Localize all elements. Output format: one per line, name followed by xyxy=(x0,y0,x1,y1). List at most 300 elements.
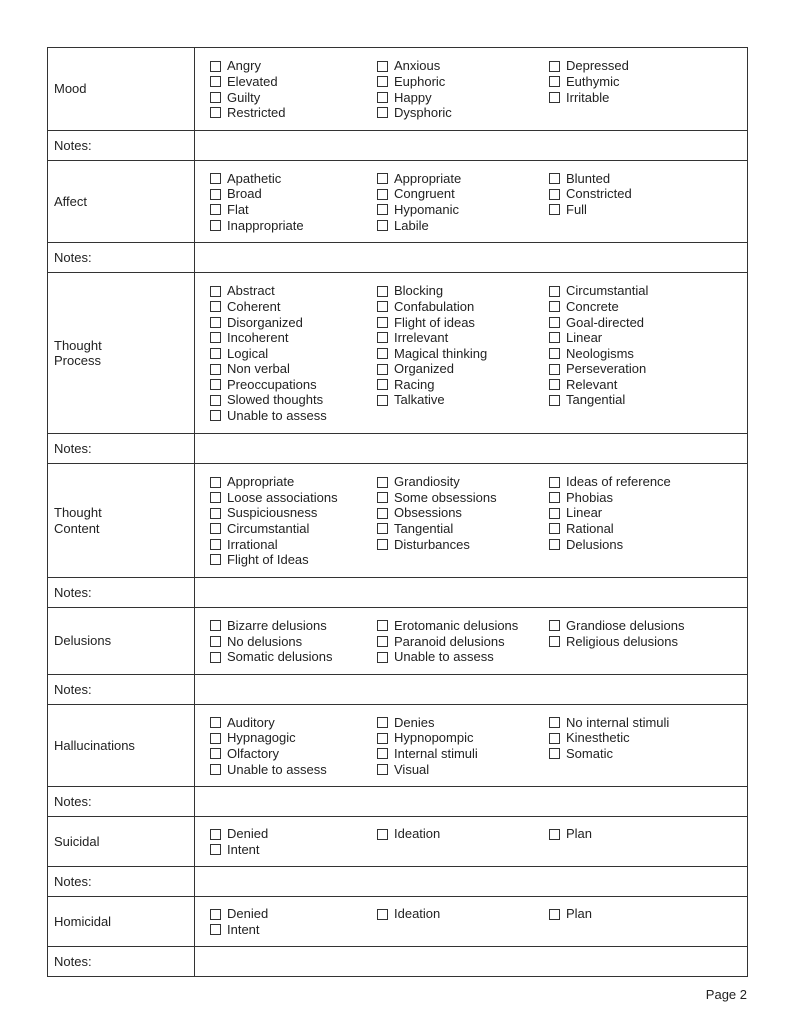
checkbox-label: Preoccupations xyxy=(227,376,317,392)
checkbox-icon[interactable] xyxy=(549,477,560,488)
options-columns xyxy=(195,51,747,126)
checkbox-icon[interactable] xyxy=(210,61,221,72)
checkbox-option-phobias[interactable] xyxy=(549,490,671,506)
options-columns xyxy=(195,164,747,239)
section-label: Thought Content xyxy=(48,464,195,578)
checkbox-option-flight-of-ideas[interactable] xyxy=(210,552,377,568)
checkbox-label: Plan xyxy=(566,826,593,842)
section-row-delusions xyxy=(48,608,748,675)
checkbox-icon[interactable] xyxy=(549,523,560,534)
checkbox-icon[interactable] xyxy=(377,332,388,343)
checkbox-option-hypnagogic[interactable] xyxy=(210,730,377,746)
checkbox-label: Happy xyxy=(394,89,432,105)
checkbox-icon[interactable] xyxy=(210,477,221,488)
checkbox-label: Irrational xyxy=(227,536,278,552)
checkbox-icon[interactable] xyxy=(210,76,221,87)
notes-row xyxy=(48,787,748,817)
checkbox-icon[interactable] xyxy=(377,189,388,200)
checkbox-option-erotomanic-delusions[interactable] xyxy=(377,618,549,634)
checkbox-icon[interactable] xyxy=(210,301,221,312)
checkbox-label: Disturbances xyxy=(394,536,470,552)
checkbox-icon[interactable] xyxy=(377,92,388,103)
section-label: Thought Process xyxy=(48,273,195,434)
checkbox-option-apathetic[interactable] xyxy=(210,171,377,187)
checkbox-icon[interactable] xyxy=(210,92,221,103)
options-column xyxy=(210,618,377,665)
options-cell xyxy=(195,48,748,131)
checkbox-option-linear[interactable] xyxy=(549,505,671,521)
checkbox-label: Blunted xyxy=(566,170,611,186)
options-column xyxy=(210,171,377,233)
options-column xyxy=(377,58,549,120)
checkbox-icon[interactable] xyxy=(377,395,388,406)
checkbox-option-flat[interactable] xyxy=(210,202,377,218)
checkbox-icon[interactable] xyxy=(377,764,388,775)
checkbox-label: Erotomanic delusions xyxy=(394,618,519,634)
checkbox-label: Ideation xyxy=(394,906,441,922)
checkbox-option-olfactory[interactable] xyxy=(210,746,377,762)
checkbox-label: Perseveration xyxy=(566,361,647,377)
checkbox-option-appropriate[interactable] xyxy=(210,474,377,490)
checkbox-option-denies[interactable] xyxy=(377,715,549,731)
checkbox-option-euphoric[interactable] xyxy=(377,74,549,90)
checkbox-icon[interactable] xyxy=(210,508,221,519)
checkbox-option-denied[interactable] xyxy=(210,826,377,842)
options-columns xyxy=(195,611,747,671)
checkbox-icon[interactable] xyxy=(549,173,560,184)
checkbox-icon[interactable] xyxy=(377,220,388,231)
checkbox-icon[interactable] xyxy=(210,379,221,390)
checkbox-option-angry[interactable] xyxy=(210,58,377,74)
checkbox-option-confabulation[interactable] xyxy=(377,299,549,315)
checkbox-option-hypomanic[interactable] xyxy=(377,202,549,218)
checkbox-label: Flight of ideas xyxy=(394,314,475,330)
checkbox-icon[interactable] xyxy=(549,332,560,343)
checkbox-icon[interactable] xyxy=(377,348,388,359)
options-columns xyxy=(195,467,747,574)
checkbox-icon[interactable] xyxy=(377,492,388,503)
checkbox-label: Talkative xyxy=(394,392,445,408)
checkbox-label: Congruent xyxy=(394,186,455,202)
checkbox-label: Denied xyxy=(227,826,269,842)
checkbox-label: Inappropriate xyxy=(227,217,304,233)
checkbox-icon[interactable] xyxy=(210,764,221,775)
section-label: Suicidal xyxy=(48,817,195,867)
checkbox-icon[interactable] xyxy=(549,748,560,759)
checkbox-icon[interactable] xyxy=(377,61,388,72)
checkbox-option-restricted[interactable] xyxy=(210,105,377,121)
checkbox-option-disturbances[interactable] xyxy=(377,537,549,553)
checkbox-label: Unable to assess xyxy=(227,408,327,424)
checkbox-icon[interactable] xyxy=(377,748,388,759)
checkbox-option-relevant[interactable] xyxy=(549,377,648,393)
notes-field[interactable] xyxy=(195,675,748,705)
checkbox-icon[interactable] xyxy=(549,348,560,359)
checkbox-icon[interactable] xyxy=(549,317,560,328)
checkbox-icon[interactable] xyxy=(549,909,560,920)
checkbox-icon[interactable] xyxy=(549,717,560,728)
checkbox-icon[interactable] xyxy=(549,539,560,550)
checkbox-option-unable-to-assess[interactable] xyxy=(210,762,377,778)
checkbox-label: Hypnopompic xyxy=(394,730,474,746)
checkbox-label: Auditory xyxy=(227,714,275,730)
checkbox-icon[interactable] xyxy=(210,189,221,200)
notes-field[interactable] xyxy=(195,131,748,161)
checkbox-option-somatic-delusions[interactable] xyxy=(210,649,377,665)
checkbox-icon[interactable] xyxy=(210,332,221,343)
checkbox-label: Somatic delusions xyxy=(227,649,333,665)
options-columns xyxy=(195,899,747,943)
checkbox-icon[interactable] xyxy=(377,909,388,920)
checkbox-icon[interactable] xyxy=(549,92,560,103)
checkbox-icon[interactable] xyxy=(549,508,560,519)
options-column xyxy=(210,906,377,937)
checkbox-option-kinesthetic[interactable] xyxy=(549,730,669,746)
checkbox-icon[interactable] xyxy=(210,410,221,421)
checkbox-icon[interactable] xyxy=(210,220,221,231)
checkbox-label: Broad xyxy=(227,186,262,202)
checkbox-label: Dysphoric xyxy=(394,105,452,121)
checkbox-icon[interactable] xyxy=(377,477,388,488)
options-columns xyxy=(195,276,747,429)
checkbox-label: Ideas of reference xyxy=(566,474,671,490)
checkbox-icon[interactable] xyxy=(210,652,221,663)
checkbox-icon[interactable] xyxy=(377,523,388,534)
checkbox-option-unable-to-assess[interactable] xyxy=(210,408,377,424)
checkbox-icon[interactable] xyxy=(210,829,221,840)
checkbox-option-internal-stimuli[interactable] xyxy=(377,746,549,762)
checkbox-option-loose-associations[interactable] xyxy=(210,490,377,506)
checkbox-option-dysphoric[interactable] xyxy=(377,105,549,121)
checkbox-label: Non verbal xyxy=(227,361,290,377)
checkbox-option-disorganized[interactable] xyxy=(210,315,377,331)
notes-label: Notes: xyxy=(48,243,195,273)
options-cell xyxy=(195,817,748,867)
checkbox-option-anxious[interactable] xyxy=(377,58,549,74)
checkbox-label: Depressed xyxy=(566,58,629,74)
checkbox-icon[interactable] xyxy=(549,636,560,647)
checkbox-icon[interactable] xyxy=(210,924,221,935)
checkbox-icon[interactable] xyxy=(549,301,560,312)
checkbox-label: Intent xyxy=(227,842,260,857)
options-column xyxy=(210,474,377,568)
checkbox-option-somatic[interactable] xyxy=(549,746,669,762)
checkbox-option-racing[interactable] xyxy=(377,377,549,393)
checkbox-label: Guilty xyxy=(227,89,261,105)
options-column xyxy=(377,618,549,665)
checkbox-icon[interactable] xyxy=(377,652,388,663)
checkbox-icon[interactable] xyxy=(210,733,221,744)
checkbox-label: Unable to assess xyxy=(227,761,327,777)
notes-label: Notes: xyxy=(48,434,195,464)
checkbox-icon[interactable] xyxy=(377,286,388,297)
checkbox-option-full[interactable] xyxy=(549,202,632,218)
options-column xyxy=(210,826,377,857)
checkbox-label: Appropriate xyxy=(227,474,295,490)
checkbox-icon[interactable] xyxy=(549,204,560,215)
checkbox-option-intent[interactable] xyxy=(210,922,377,938)
checkbox-icon[interactable] xyxy=(549,492,560,503)
notes-row xyxy=(48,578,748,608)
checkbox-option-perseveration[interactable] xyxy=(549,361,648,377)
checkbox-icon[interactable] xyxy=(377,508,388,519)
checkbox-icon[interactable] xyxy=(210,636,221,647)
checkbox-option-inappropriate[interactable] xyxy=(210,218,377,234)
notes-field[interactable] xyxy=(195,947,748,977)
checkbox-icon[interactable] xyxy=(377,364,388,375)
notes-row xyxy=(48,947,748,977)
checkbox-option-visual[interactable] xyxy=(377,762,549,778)
checkbox-option-depressed[interactable] xyxy=(549,58,629,74)
checkbox-label: Hypnagogic xyxy=(227,730,296,746)
checkbox-option-irrelevant[interactable] xyxy=(377,330,549,346)
checkbox-icon[interactable] xyxy=(377,539,388,550)
notes-label: Notes: xyxy=(48,867,195,897)
checkbox-label: Relevant xyxy=(566,376,618,392)
checkbox-option-no-internal-stimuli[interactable] xyxy=(549,715,669,731)
notes-row xyxy=(48,243,748,273)
checkbox-label: Euthymic xyxy=(566,73,620,89)
checkbox-option-grandiose-delusions[interactable] xyxy=(549,618,685,634)
checkbox-icon[interactable] xyxy=(210,348,221,359)
options-column xyxy=(377,826,549,857)
checkbox-icon[interactable] xyxy=(377,829,388,840)
checkbox-icon[interactable] xyxy=(210,395,221,406)
options-columns xyxy=(195,819,747,863)
checkbox-label: Olfactory xyxy=(227,746,280,761)
checkbox-option-congruent[interactable] xyxy=(377,186,549,202)
section-row-thought-content xyxy=(48,464,748,578)
checkbox-option-euthymic[interactable] xyxy=(549,74,629,90)
checkbox-option-preoccupations[interactable] xyxy=(210,377,377,393)
options-column xyxy=(377,171,549,233)
checkbox-option-paranoid-delusions[interactable] xyxy=(377,634,549,650)
checkbox-icon[interactable] xyxy=(377,733,388,744)
checkbox-icon[interactable] xyxy=(210,364,221,375)
section-label: Homicidal xyxy=(48,897,195,947)
checkbox-option-neologisms[interactable] xyxy=(549,346,648,362)
checkbox-icon[interactable] xyxy=(377,204,388,215)
checkbox-option-guilty[interactable] xyxy=(210,90,377,106)
checkbox-icon[interactable] xyxy=(549,379,560,390)
checkbox-label: Appropriate xyxy=(394,170,462,186)
section-row-homicidal xyxy=(48,897,748,947)
checkbox-option-elevated[interactable] xyxy=(210,74,377,90)
checkbox-icon[interactable] xyxy=(377,620,388,631)
checkbox-label: Visual xyxy=(394,761,430,777)
notes-label: Notes: xyxy=(48,578,195,608)
checkbox-option-religious-delusions[interactable] xyxy=(549,634,685,650)
checkbox-option-labile[interactable] xyxy=(377,218,549,234)
checkbox-label: Neologisms xyxy=(566,345,634,361)
checkbox-option-goal-directed[interactable] xyxy=(549,315,648,331)
checkbox-option-circumstantial[interactable] xyxy=(549,283,648,299)
checkbox-option-broad[interactable] xyxy=(210,186,377,202)
checkbox-option-concrete[interactable] xyxy=(549,299,648,315)
checkbox-option-tangential[interactable] xyxy=(549,392,648,408)
checkbox-option-delusions[interactable] xyxy=(549,537,671,553)
checkbox-option-obsessions[interactable] xyxy=(377,505,549,521)
checkbox-icon[interactable] xyxy=(210,844,221,855)
checkbox-option-suspiciousness[interactable] xyxy=(210,505,377,521)
checkbox-option-some-obsessions[interactable] xyxy=(377,490,549,506)
checkbox-icon[interactable] xyxy=(210,748,221,759)
checkbox-label: Internal stimuli xyxy=(394,746,478,761)
checkbox-option-plan[interactable] xyxy=(549,826,592,842)
checkbox-option-abstract[interactable] xyxy=(210,283,377,299)
checkbox-label: Apathetic xyxy=(227,170,282,186)
checkbox-label: Organized xyxy=(394,361,454,377)
notes-field[interactable] xyxy=(195,867,748,897)
checkbox-label: Irrelevant xyxy=(394,330,449,346)
checkbox-icon[interactable] xyxy=(377,717,388,728)
mental-status-form xyxy=(47,47,748,977)
options-column xyxy=(377,283,549,423)
checkbox-icon[interactable] xyxy=(210,909,221,920)
checkbox-option-organized[interactable] xyxy=(377,361,549,377)
checkbox-icon[interactable] xyxy=(377,636,388,647)
checkbox-label: Ideation xyxy=(394,826,441,842)
checkbox-icon[interactable] xyxy=(549,61,560,72)
checkbox-option-circumstantial[interactable] xyxy=(210,521,377,537)
checkbox-icon[interactable] xyxy=(210,492,221,503)
checkbox-option-coherent[interactable] xyxy=(210,299,377,315)
checkbox-icon[interactable] xyxy=(549,76,560,87)
checkbox-icon[interactable] xyxy=(549,733,560,744)
section-label: Hallucinations xyxy=(48,705,195,787)
checkbox-option-tangential[interactable] xyxy=(377,521,549,537)
notes-row xyxy=(48,131,748,161)
checkbox-label: Incoherent xyxy=(227,330,289,346)
checkbox-option-ideation[interactable] xyxy=(377,906,549,922)
section-row-hallucinations xyxy=(48,705,748,787)
checkbox-option-ideas-of-reference[interactable] xyxy=(549,474,671,490)
checkbox-icon[interactable] xyxy=(549,286,560,297)
checkbox-option-plan[interactable] xyxy=(549,906,592,922)
checkbox-icon[interactable] xyxy=(210,620,221,631)
notes-label: Notes: xyxy=(48,131,195,161)
checkbox-option-ideation[interactable] xyxy=(377,826,549,842)
checkbox-label: Flat xyxy=(227,202,249,217)
checkbox-option-unable-to-assess[interactable] xyxy=(377,649,549,665)
checkbox-option-logical[interactable] xyxy=(210,346,377,362)
notes-field[interactable] xyxy=(195,243,748,273)
checkbox-option-flight-of-ideas[interactable] xyxy=(377,315,549,331)
checkbox-icon[interactable] xyxy=(377,301,388,312)
checkbox-option-constricted[interactable] xyxy=(549,186,632,202)
checkbox-icon[interactable] xyxy=(377,173,388,184)
checkbox-option-denied[interactable] xyxy=(210,906,377,922)
notes-field[interactable] xyxy=(195,787,748,817)
notes-field[interactable] xyxy=(195,434,748,464)
checkbox-icon[interactable] xyxy=(210,107,221,118)
checkbox-label: Plan xyxy=(566,906,593,922)
checkbox-icon[interactable] xyxy=(210,554,221,565)
checkbox-label: Delusions xyxy=(566,536,624,552)
notes-label: Notes: xyxy=(48,675,195,705)
checkbox-option-irrational[interactable] xyxy=(210,537,377,553)
checkbox-option-rational[interactable] xyxy=(549,521,671,537)
checkbox-icon[interactable] xyxy=(549,364,560,375)
checkbox-label: Loose associations xyxy=(227,489,338,505)
checkbox-label: Disorganized xyxy=(227,314,303,330)
page-number: Page 2 xyxy=(705,987,747,1002)
checkbox-icon[interactable] xyxy=(377,379,388,390)
checkbox-option-non-verbal[interactable] xyxy=(210,361,377,377)
checkbox-option-no-delusions[interactable] xyxy=(210,634,377,650)
checkbox-icon[interactable] xyxy=(377,317,388,328)
checkbox-option-blunted[interactable] xyxy=(549,171,632,187)
checkbox-option-irritable[interactable] xyxy=(549,90,629,106)
checkbox-icon[interactable] xyxy=(210,286,221,297)
section-row-thought-process xyxy=(48,273,748,434)
checkbox-icon[interactable] xyxy=(549,189,560,200)
checkbox-label: Tangential xyxy=(566,392,626,408)
checkbox-option-appropriate[interactable] xyxy=(377,171,549,187)
options-column xyxy=(210,58,377,120)
checkbox-label: Anxious xyxy=(394,58,441,74)
section-label: Affect xyxy=(48,161,195,243)
options-column xyxy=(549,283,648,423)
checkbox-label: Religious delusions xyxy=(566,633,679,649)
checkbox-label: Concrete xyxy=(566,298,619,314)
checkbox-icon[interactable] xyxy=(377,76,388,87)
checkbox-label: No internal stimuli xyxy=(566,714,670,730)
checkbox-label: Hypomanic xyxy=(394,202,460,217)
checkbox-icon[interactable] xyxy=(377,107,388,118)
checkbox-icon[interactable] xyxy=(210,173,221,184)
checkbox-icon[interactable] xyxy=(210,717,221,728)
checkbox-option-bizarre-delusions[interactable] xyxy=(210,618,377,634)
options-column xyxy=(377,715,549,777)
checkbox-label: Angry xyxy=(227,58,261,74)
notes-label: Notes: xyxy=(48,947,195,977)
options-column xyxy=(549,715,669,777)
options-column xyxy=(377,906,549,937)
checkbox-icon[interactable] xyxy=(549,620,560,631)
checkbox-option-intent[interactable] xyxy=(210,842,377,858)
checkbox-option-auditory[interactable] xyxy=(210,715,377,731)
checkbox-option-slowed-thoughts[interactable] xyxy=(210,392,377,408)
notes-field[interactable] xyxy=(195,578,748,608)
checkbox-option-magical-thinking[interactable] xyxy=(377,346,549,362)
checkbox-icon[interactable] xyxy=(210,523,221,534)
options-cell xyxy=(195,897,748,947)
checkbox-option-hypnopompic[interactable] xyxy=(377,730,549,746)
checkbox-icon[interactable] xyxy=(549,395,560,406)
checkbox-label: Denied xyxy=(227,906,269,922)
checkbox-option-grandiosity[interactable] xyxy=(377,474,549,490)
options-column xyxy=(549,826,592,857)
section-label: Delusions xyxy=(48,608,195,675)
checkbox-icon[interactable] xyxy=(210,539,221,550)
checkbox-label: Flight of Ideas xyxy=(227,552,309,568)
checkbox-label: Racing xyxy=(394,376,435,392)
checkbox-icon[interactable] xyxy=(210,204,221,215)
checkbox-option-happy[interactable] xyxy=(377,90,549,106)
checkbox-option-talkative[interactable] xyxy=(377,392,549,408)
checkbox-icon[interactable] xyxy=(549,829,560,840)
checkbox-label: Blocking xyxy=(394,283,444,299)
checkbox-option-incoherent[interactable] xyxy=(210,330,377,346)
checkbox-option-linear[interactable] xyxy=(549,330,648,346)
checkbox-option-blocking[interactable] xyxy=(377,283,549,299)
checkbox-icon[interactable] xyxy=(210,317,221,328)
options-cell xyxy=(195,273,748,434)
section-row-suicidal xyxy=(48,817,748,867)
checkbox-label: Coherent xyxy=(227,298,281,314)
checkbox-label: Somatic xyxy=(566,746,613,761)
